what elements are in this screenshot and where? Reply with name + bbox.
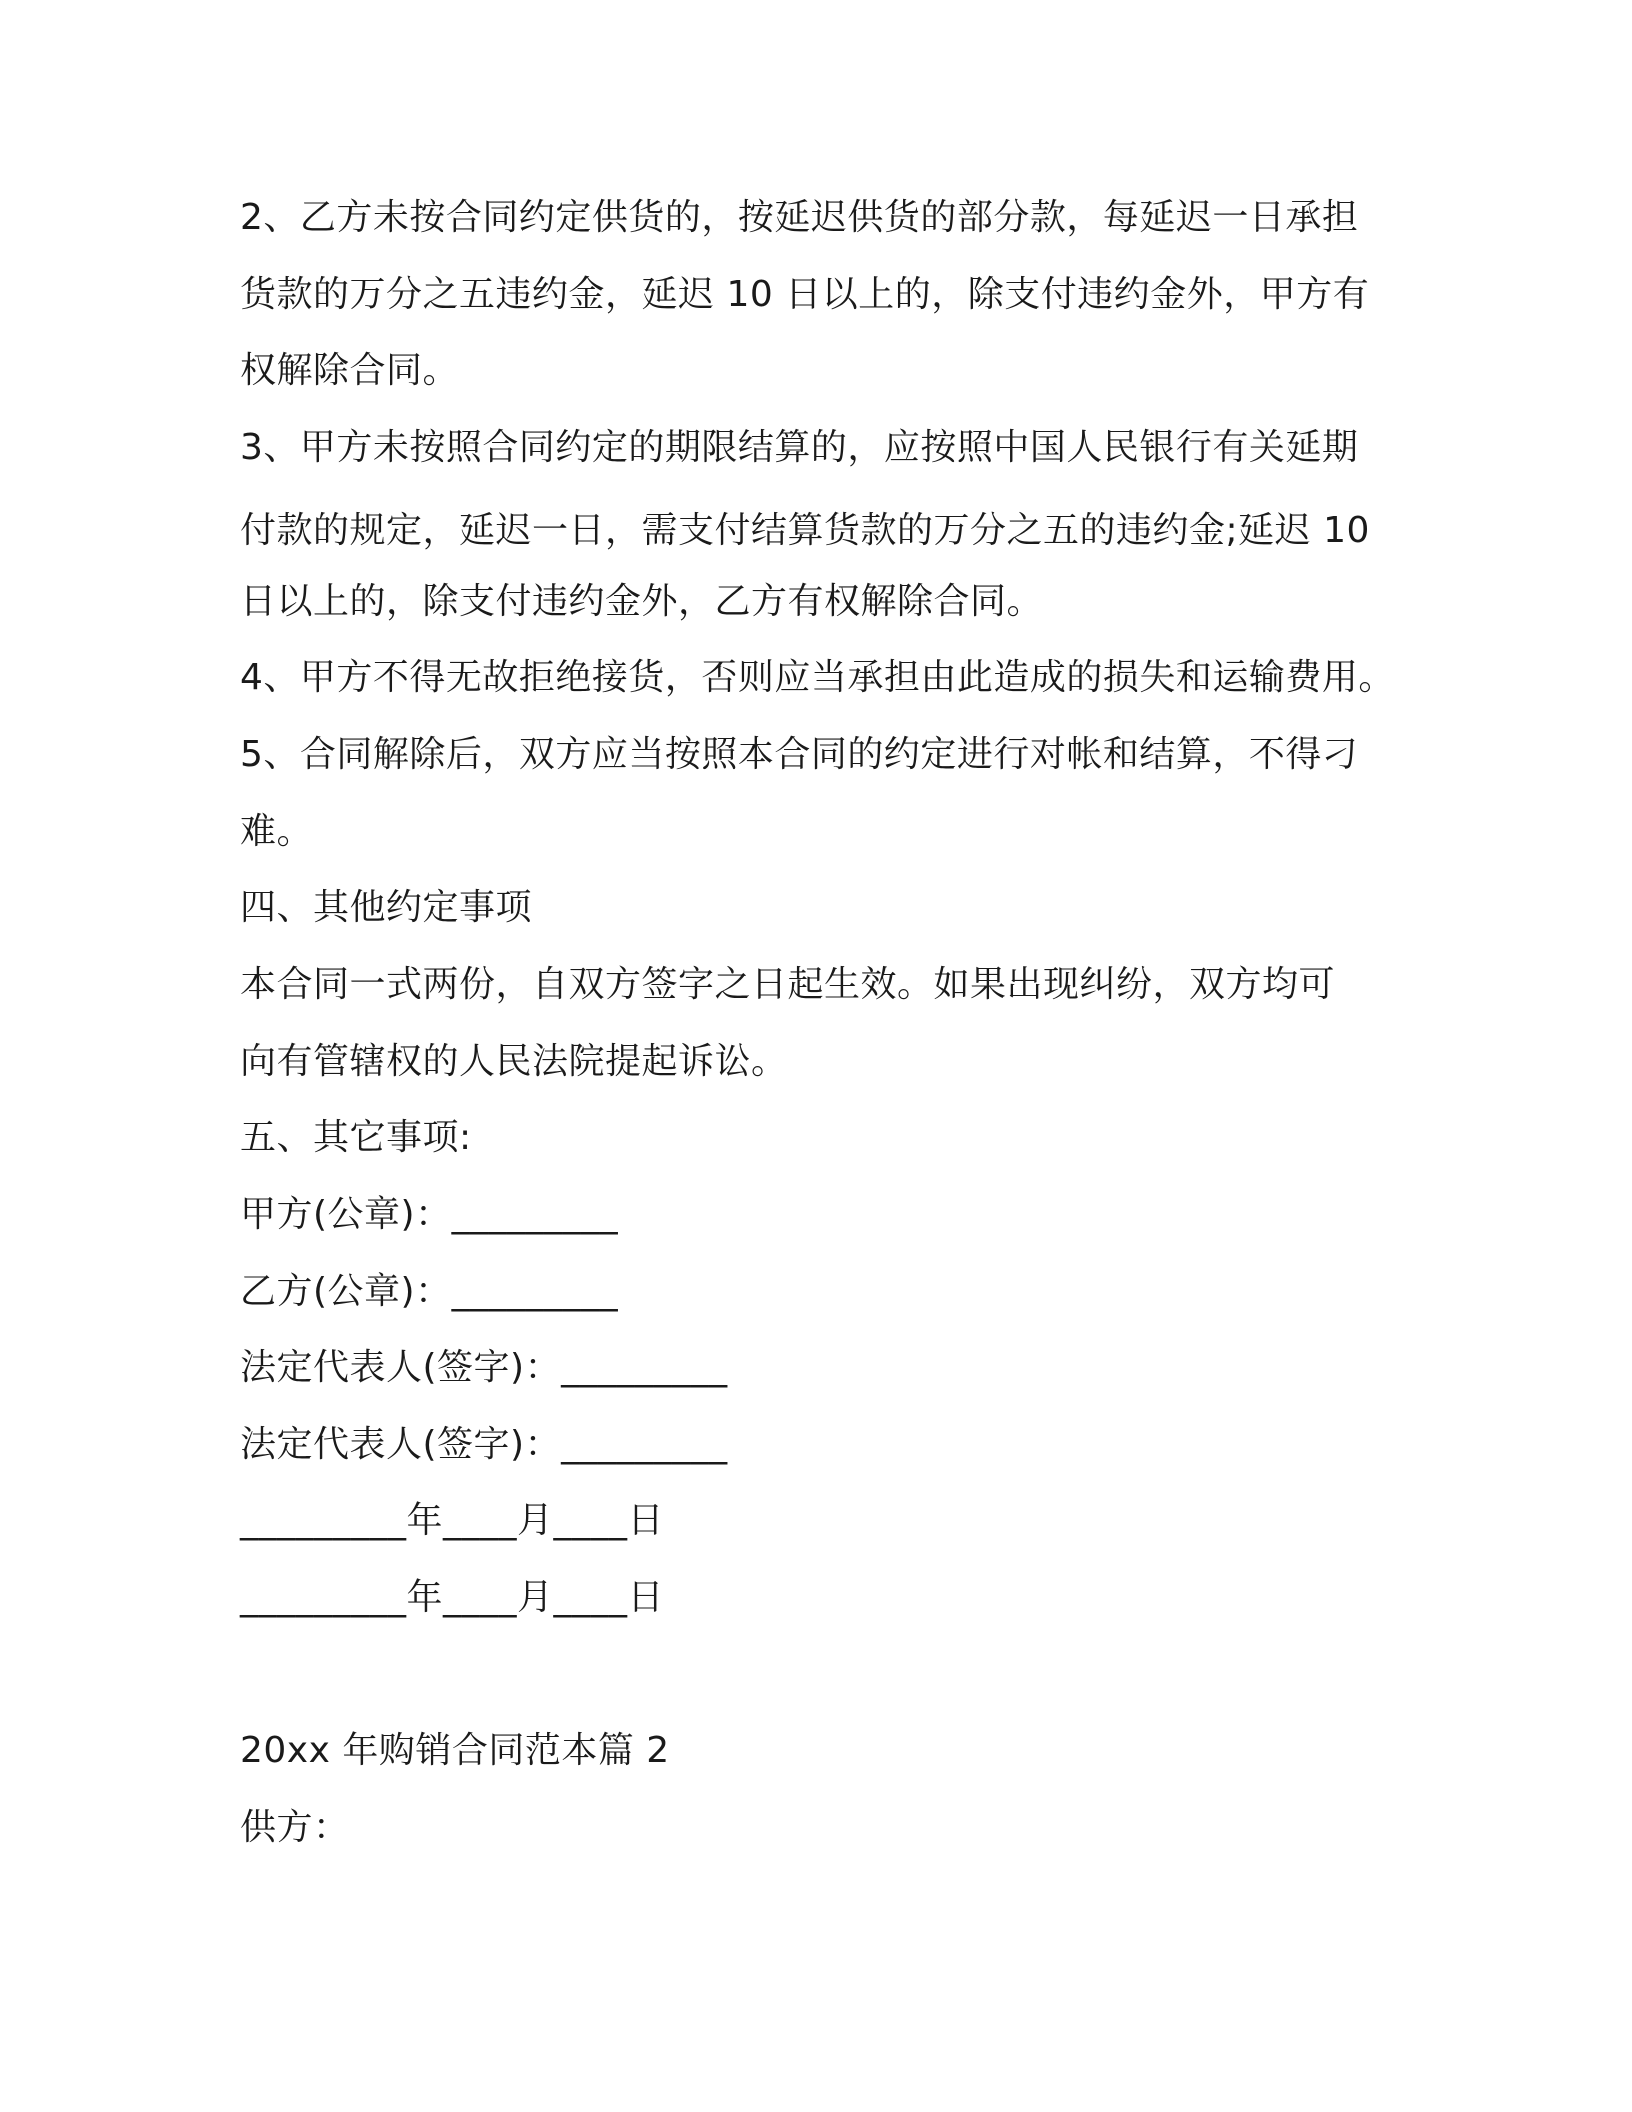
section-5-heading: 五、其它事项: — [240, 1117, 472, 1158]
date-line-2: _________年____月____日 — [240, 1577, 664, 1618]
section-4-heading: 四、其他约定事项 — [240, 887, 533, 928]
clause-2-line-2: 货款的万分之五违约金，延迟 10 日以上的，除支付违约金外，甲方有 — [240, 274, 1370, 315]
clause-3-line-3: 日以上的，除支付违约金外，乙方有权解除合同。 — [240, 581, 1044, 622]
party-b-seal-line: 乙方(公章)：_________ — [240, 1271, 619, 1312]
section-4-line-2: 向有管辖权的人民法院提起诉讼。 — [240, 1041, 788, 1082]
supplier-label: 供方： — [240, 1807, 350, 1848]
clause-3-line-1: 3、甲方未按照合同约定的期限结算的，应按照中国人民银行有关延期 — [240, 427, 1359, 468]
date-line-1: _________年____月____日 — [240, 1500, 664, 1541]
clause-4-line: 4、甲方不得无故拒绝接货，否则应当承担由此造成的损失和运输费用。 — [240, 657, 1395, 698]
clause-3-line-2: 付款的规定，延迟一日，需支付结算货款的万分之五的违约金;延迟 10 — [240, 510, 1370, 551]
clause-2-line-1: 2、乙方未按合同约定供货的，按延迟供货的部分款，每延迟一日承担 — [240, 197, 1359, 238]
legal-rep-sign-line-1: 法定代表人(签字)：_________ — [240, 1347, 728, 1388]
section-4-line-1: 本合同一式两份，自双方签字之日起生效。如果出现纠纷，双方均可 — [240, 964, 1336, 1005]
party-a-seal-line: 甲方(公章)：_________ — [240, 1194, 619, 1235]
contract-2-title: 20xx 年购销合同范本篇 2 — [240, 1730, 670, 1771]
legal-rep-sign-line-2: 法定代表人(签字)：_________ — [240, 1424, 728, 1465]
clause-2-line-3: 权解除合同。 — [240, 350, 460, 391]
clause-5-line-2: 难。 — [240, 811, 314, 852]
clause-5-line-1: 5、合同解除后，双方应当按照本合同的约定进行对帐和结算，不得刁 — [240, 734, 1359, 775]
